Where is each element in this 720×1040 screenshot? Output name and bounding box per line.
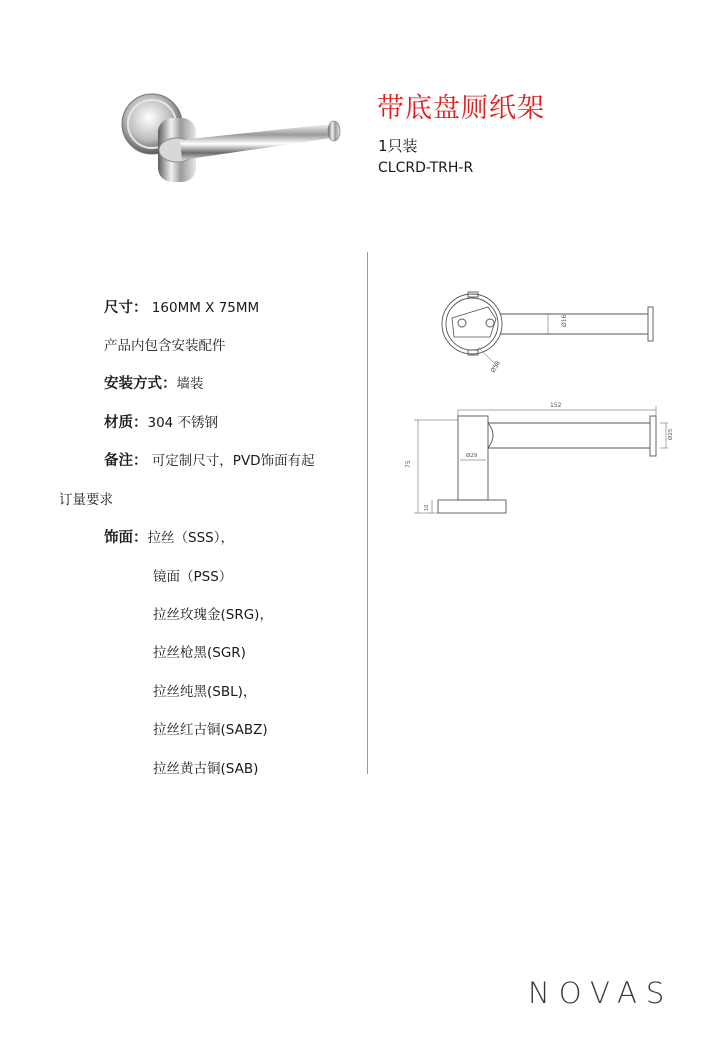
side-dim-pipe: Ø25 xyxy=(668,428,674,440)
top-dim-a: Ø16 xyxy=(561,314,568,327)
product-photo xyxy=(100,82,360,202)
side-dim-post: Ø29 xyxy=(466,453,478,459)
base-plate xyxy=(438,500,506,513)
spec-finish xyxy=(104,526,234,547)
spec-size-value: 160MM X 75MM xyxy=(151,300,260,316)
spec-material-label: 材质： xyxy=(104,414,148,431)
spec-material xyxy=(104,411,218,432)
spec-included: 产品内包含安装配件 xyxy=(104,338,226,354)
spec-mount-value: 墙装 xyxy=(176,376,204,392)
finish-item: 拉丝红古铜(SABZ) xyxy=(153,722,268,738)
spec-material-value: 304 不锈钢 xyxy=(147,415,219,431)
side-dim-height: 75 xyxy=(405,460,412,468)
finish-item: 拉丝玫瑰金(SRG)， xyxy=(153,607,273,623)
spec-size-label: 尺寸： xyxy=(104,299,148,316)
finish-item: 拉丝黄古铜(SAB) xyxy=(153,761,259,777)
drawing-top-view xyxy=(430,285,670,380)
spec-finish-label: 饰面： xyxy=(104,529,148,546)
spec-mount xyxy=(104,372,204,393)
spec-size xyxy=(104,296,259,317)
product-quantity: 1只装 xyxy=(378,137,418,155)
brand-logo: NOVAS xyxy=(528,976,674,1010)
spec-note-label: 备注： xyxy=(104,452,148,469)
spec-note xyxy=(104,449,315,470)
drawing-side-view xyxy=(398,396,674,524)
base-plate-inner xyxy=(446,298,498,350)
finish-item: 拉丝（SSS）， xyxy=(147,530,234,546)
finish-item: 拉丝枪黑(SGR) xyxy=(153,645,246,661)
base-plate-outer xyxy=(442,294,502,354)
spec-note-value: 可定制尺寸，PVD饰面有起 xyxy=(151,453,315,469)
finish-item: 拉丝纯黑(SBL)， xyxy=(153,684,257,700)
spec-mount-label: 安装方式： xyxy=(104,375,177,392)
spec-note-continued: 订量要求 xyxy=(59,492,113,508)
top-dim-b: Ø58 xyxy=(489,359,502,374)
product-model: CLCRD-TRH-R xyxy=(378,160,474,176)
side-dim-base: 10 xyxy=(424,504,430,511)
mounting-bracket xyxy=(452,307,496,337)
product-title: 带底盘厕纸架 xyxy=(377,93,545,124)
vertical-divider xyxy=(367,252,368,774)
finish-item: 镜面（PSS） xyxy=(153,569,233,585)
side-dim-length: 152 xyxy=(550,402,562,409)
end-cap xyxy=(650,416,656,456)
